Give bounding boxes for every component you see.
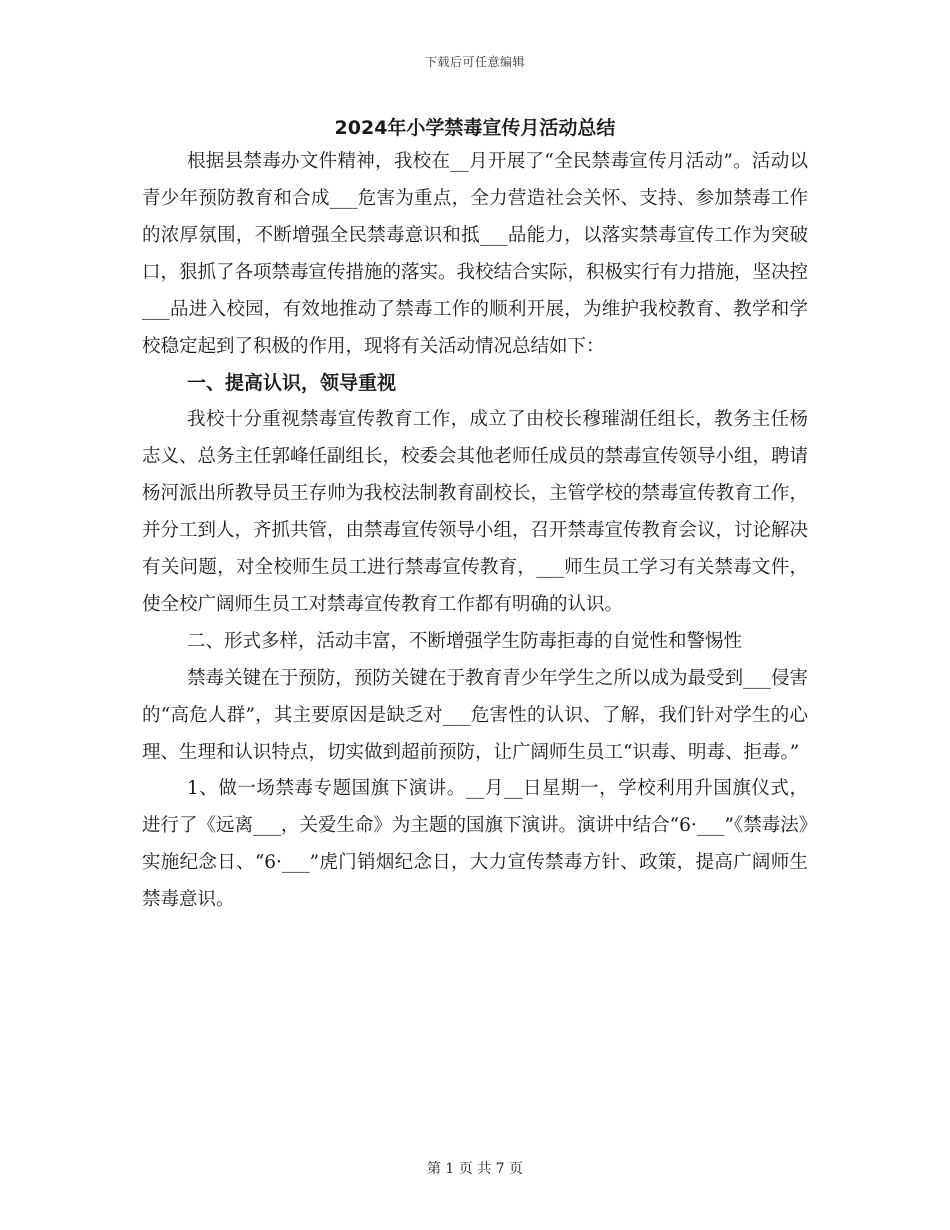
section-1-heading: 一、提高认识，领导重视	[187, 372, 397, 395]
page-header-note: 下载后可任意编辑	[424, 55, 525, 69]
section-2-heading: 二、形式多样，活动丰富，不断增强学生防毒拒毒的自觉性和警惕性	[187, 630, 743, 652]
document-body	[142, 112, 808, 919]
section-1-paragraph: 我校十分重视禁毒宣传教育工作，成立了由校长穆璀湖任组长，教务主任杨志义、总务主任郭峰任副组长，校委会其他老师任成员的禁毒宣传领导小组，聘请杨河派出所教导员王存帅为我校法制教育副校长，主管学校的禁毒宣传教育工作，并分工到人，齐抓共管，由禁毒宣传领导小组，召开禁毒宣传教育会议，讨论解决有关问题，对全校师生员工进行禁毒宣传教育，___师生员工学习有关禁毒文件，使全校广阔师生员工对禁毒宣传教育工作都有明确的认识。	[142, 409, 809, 615]
intro-paragraph: 根据县禁毒办文件精神，我校在__月开展了“全民禁毒宣传月活动”。活动以青少年预防教育和合成___危害为重点，全力营造社会关怀、支持、参加禁毒工作的浓厚氛围，不断增强全民禁毒意识和抵___品能力，以落实禁毒宣传工作为突破口，狠抓了各项禁毒宣传措施的落实。我校结合实际，积极实行有力措施，坚决控___品进入校园，有效地推动了禁毒工作的顺利开展，为维护我校教育、教学和学校稳定起到了积极的作用，现将有关活动情况总结如下：	[142, 151, 809, 357]
item-1-paragraph: 1、做一场禁毒专题国旗下演讲。__月__日星期一，学校利用升国旗仪式，进行了《远离___，关爱生命》为主题的国旗下演讲。演讲中结合“6·___”《禁毒法》实施纪念日、“6·___”虎门销烟纪念日，大力宣传禁毒方针、政策，提高广阔师生禁毒意识。	[142, 778, 808, 911]
page-number: 第 1 页 共 7 页	[426, 1161, 524, 1177]
document-title: 2024年小学禁毒宣传月活动总结	[334, 117, 616, 139]
section-2-paragraph: 禁毒关键在于预防，预防关键在于教育青少年学生之所以成为最受到___侵害的“高危人群”，其主要原因是缺乏对___危害性的认识、了解，我们针对学生的心理、生理和认识特点，切实做到超前预防，让广阔师生员工“识毒、明毒、拒毒。”	[142, 667, 808, 763]
